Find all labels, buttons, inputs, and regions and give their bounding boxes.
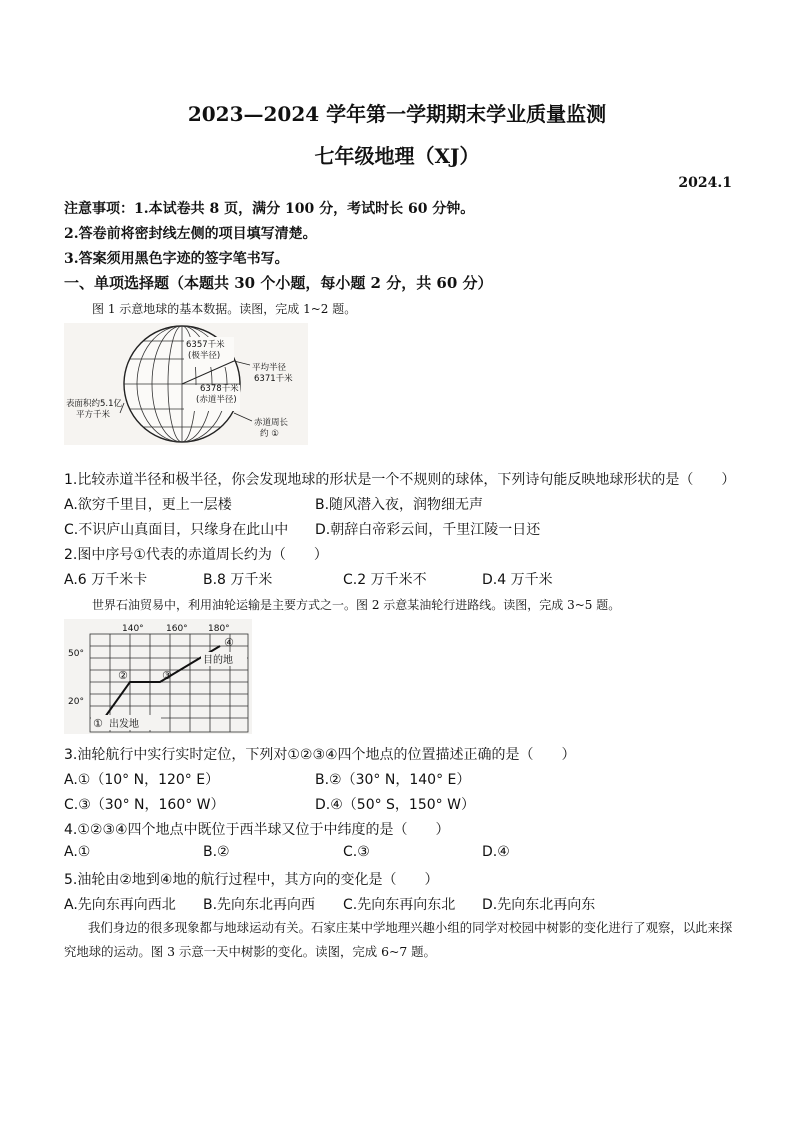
polar-radius-value: 6357千米 <box>186 340 225 350</box>
figure3-intro-text: 我们身边的很多现象都与地球运动有关。石家庄某中学地理兴趣小组的同学对校园中树影的变化进行了观察，以此来探究地球的运动。图 3 示意一天中树影的变化。读图，完成 6~7 题。 <box>64 920 733 959</box>
question-1-stem: 1.比较赤道半径和极半径，你会发现地球的形状是一个不规则的球体，下列诗句能反映地球形状的是（ ） <box>64 472 736 488</box>
figure1-intro: 图 1 示意地球的基本数据。读图，完成 1~2 题。 <box>92 302 357 316</box>
question-3-option-a: A.①（10° N，120° E） <box>64 772 220 788</box>
question-4-option-a: A.① <box>64 844 91 860</box>
surface-area-value: 表面积约5.1亿 <box>66 399 123 409</box>
question-1-option-c: C.不识庐山真面目，只缘身在此山中 <box>64 522 289 538</box>
surface-area-unit: 平方千米 <box>76 410 111 420</box>
question-1-option-a: A.欲穷千里目，更上一层楼 <box>64 497 232 513</box>
question-3-option-c: C.③（30° N，160° W） <box>64 797 225 813</box>
exam-date: 2024.1 <box>678 175 732 191</box>
question-4-option-d: D.④ <box>482 844 510 860</box>
question-5-option-d: D.先向东北再向东 <box>482 897 596 913</box>
question-4-option-b: B.② <box>203 844 230 860</box>
point-1-marker: ① <box>93 717 103 730</box>
question-4-option-c: C.③ <box>343 844 370 860</box>
equator-radius-value: 6378千米 <box>200 384 239 394</box>
question-4-stem: 4.①②③④四个地点中既位于西半球又位于中纬度的是（ ） <box>64 822 450 838</box>
longitude-180: 180° <box>208 624 230 634</box>
question-2-option-d: D.4 万千米 <box>482 572 553 588</box>
note-line-1: 注意事项：1.本试卷共 8 页，满分 100 分，考试时长 60 分钟。 <box>64 201 475 217</box>
polar-radius-caption: (极半径) <box>188 351 221 361</box>
longitude-160: 160° <box>166 624 188 634</box>
point-2-marker: ② <box>118 669 128 682</box>
question-5-stem: 5.油轮由②地到④地的航行过程中，其方向的变化是（ ） <box>64 872 439 888</box>
question-2-option-c: C.2 万千米不 <box>343 572 427 588</box>
question-5-option-c: C.先向东再向东北 <box>343 897 456 913</box>
question-2-option-b: B.8 万千米 <box>203 572 273 588</box>
longitude-140: 140° <box>122 624 144 634</box>
question-2-stem: 2.图中序号①代表的赤道周长约为（ ） <box>64 547 328 563</box>
figure2-route-map <box>64 619 252 734</box>
latitude-20: 20° <box>68 697 84 707</box>
note-line-3: 3.答案须用黑色字迹的签字笔书写。 <box>64 251 289 267</box>
exam-title: 2023—2024 学年第一学期期末学业质量监测 <box>187 102 607 126</box>
question-5-option-b: B.先向东北再向西 <box>203 897 316 913</box>
route-grid-illustration <box>64 619 252 734</box>
equator-circumference-value: 约 ① <box>260 429 279 439</box>
earth-globe-illustration <box>64 323 308 445</box>
point-4-marker: ④ <box>224 636 234 649</box>
exam-subtitle: 七年级地理（XJ） <box>314 144 480 168</box>
destination-label: 目的地 <box>203 655 233 666</box>
question-3-option-d: D.④（50° S，150° W） <box>315 797 475 813</box>
equator-circumference-caption: 赤道周长 <box>254 418 289 428</box>
mean-radius-caption: 平均半径 <box>252 363 287 373</box>
question-2-option-a: A.6 万千米卡 <box>64 572 148 588</box>
question-1-option-d: D.朝辞白帝彩云间，千里江陵一日还 <box>315 522 541 538</box>
point-3-marker: ③ <box>162 669 172 682</box>
figure1-earth-diagram <box>64 323 308 445</box>
question-3-option-b: B.②（30° N，140° E） <box>315 772 471 788</box>
question-3-stem: 3.油轮航行中实行实时定位，下列对①②③④四个地点的位置描述正确的是（ ） <box>64 747 576 763</box>
start-label: 出发地 <box>109 719 139 730</box>
figure3-intro-paragraph <box>64 916 734 964</box>
latitude-50: 50° <box>68 649 84 659</box>
section-heading: 一、单项选择题（本题共 30 个小题，每小题 2 分，共 60 分） <box>64 274 493 292</box>
question-5-option-a: A.先向东再向西北 <box>64 897 176 913</box>
mean-radius-value: 6371千米 <box>254 374 293 384</box>
equator-radius-caption: (赤道半径) <box>196 395 237 405</box>
question-1-option-b: B.随风潜入夜，润物细无声 <box>315 497 484 513</box>
note-line-2: 2.答卷前将密封线左侧的项目填写清楚。 <box>64 226 317 242</box>
figure2-intro: 世界石油贸易中，利用油轮运输是主要方式之一。图 2 示意某油轮行进路线。读图，完成 3~5 题。 <box>92 598 621 612</box>
